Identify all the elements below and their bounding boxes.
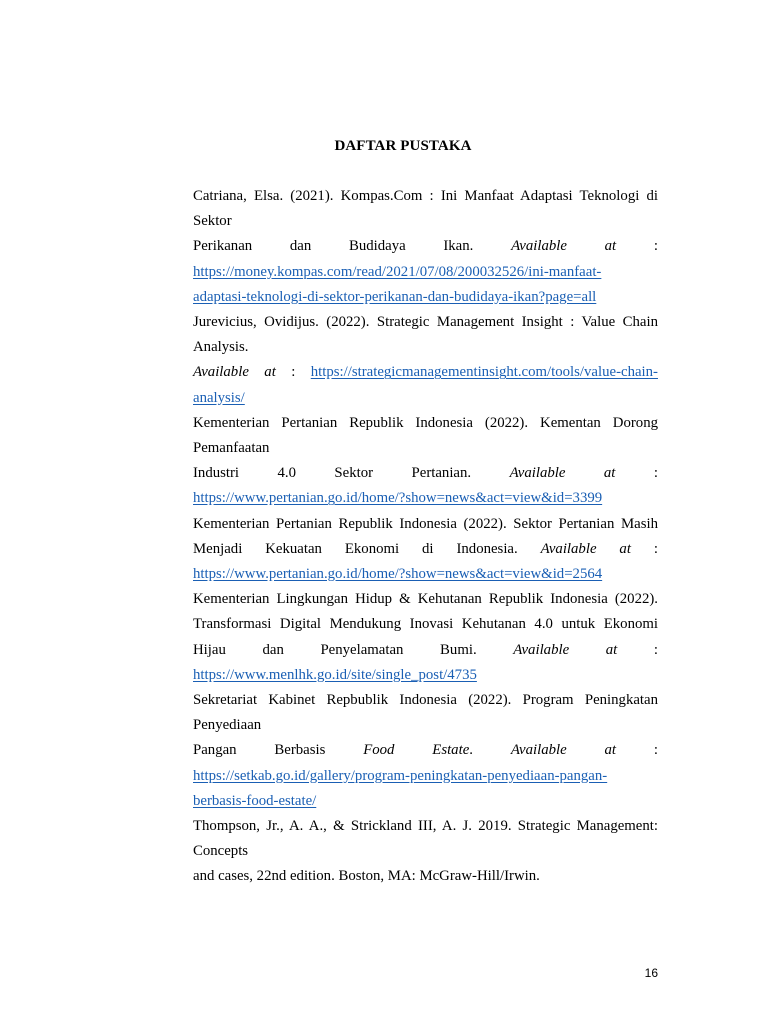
reference-entry bbox=[147, 512, 658, 588]
reference-text: . bbox=[469, 742, 511, 759]
reference-text: Hijau dan Penyelamatan Bumi. bbox=[193, 641, 514, 658]
reference-text: Kementerian Lingkungan Hidup & Kehutanan Republik Indonesia (2022). bbox=[193, 591, 658, 608]
reference-italic-text: Available at bbox=[540, 540, 631, 557]
reference-url-link[interactable]: https://money.kompas.com/read/2021/07/08/200032526/ini-manfaat- bbox=[193, 263, 602, 280]
reference-text: Catriana, Elsa. (2021). Kompas.Com : Ini Manfaat Adaptasi Teknologi di Sektor bbox=[193, 188, 658, 230]
reference-text: Transformasi Digital Mendukung Inovasi Kehutanan 4.0 untuk Ekonomi bbox=[193, 616, 658, 633]
reference-line bbox=[193, 587, 658, 612]
reference-italic-text: Available at bbox=[510, 742, 617, 759]
reference-line bbox=[193, 789, 658, 814]
reference-line bbox=[193, 537, 658, 562]
reference-text: : bbox=[617, 641, 659, 658]
reference-line bbox=[193, 688, 658, 738]
reference-text: : bbox=[615, 465, 658, 482]
reference-url-link[interactable]: https://www.pertanian.go.id/home/?show=news&act=view&id=2564 bbox=[193, 566, 603, 583]
reference-line bbox=[193, 562, 658, 587]
reference-text: Pangan Berbasis bbox=[193, 742, 364, 759]
reference-line bbox=[193, 814, 658, 864]
reference-text: Kementerian Pertanian Republik Indonesia (2022). Kementan Dorong Pemanfaatan bbox=[193, 414, 658, 457]
reference-line bbox=[193, 864, 658, 889]
reference-line bbox=[193, 663, 658, 688]
reference-url-link[interactable]: https://strategicmanagementinsight.com/tools/value-chain- bbox=[310, 364, 658, 381]
reference-text: : bbox=[616, 238, 658, 255]
reference-text: Thompson, Jr., A. A., & Strickland III, A. J. 2019. Strategic Management: Concepts bbox=[193, 818, 658, 860]
reference-italic-text: Food Estate bbox=[363, 742, 470, 759]
reference-text: Kementerian Pertanian Republik Indonesia (2022). Sektor Pertanian Masih bbox=[193, 515, 658, 532]
reference-line bbox=[193, 184, 658, 234]
reference-entry bbox=[147, 310, 658, 411]
reference-italic-text: Available at bbox=[513, 641, 618, 658]
reference-line bbox=[193, 411, 658, 461]
reference-line bbox=[193, 638, 658, 663]
reference-line bbox=[193, 612, 658, 637]
page-title: DAFTAR PUSTAKA bbox=[334, 138, 472, 154]
reference-line bbox=[193, 512, 658, 537]
reference-text: : bbox=[616, 742, 658, 759]
reference-url-link[interactable]: https://www.pertanian.go.id/home/?show=news&act=view&id=3399 bbox=[193, 490, 603, 507]
reference-entry bbox=[147, 688, 658, 814]
reference-url-link[interactable]: berbasis-food-estate/ bbox=[193, 792, 317, 809]
page-number: 16 bbox=[644, 966, 658, 980]
reference-text: Menjadi Kekuatan Ekonomi di Indonesia. bbox=[193, 540, 541, 557]
reference-url-link[interactable]: adaptasi-teknologi-di-sektor-perikanan-dan-budidaya-ikan?page=all bbox=[193, 288, 597, 305]
reference-text: and cases, 22nd edition. Boston, MA: McGraw-Hill/Irwin. bbox=[193, 868, 540, 885]
reference-italic-text: Available at bbox=[509, 465, 616, 482]
reference-line bbox=[193, 764, 658, 789]
reference-entry bbox=[147, 184, 658, 310]
reference-line bbox=[193, 738, 658, 763]
reference-text: Jurevicius, Ovidijus. (2022). Strategic Management Insight : Value Chain Analysis. bbox=[193, 314, 658, 356]
reference-text: : bbox=[275, 364, 311, 381]
reference-url-link[interactable]: https://www.menlhk.go.id/site/single_post/4735 bbox=[193, 666, 477, 683]
reference-line bbox=[193, 360, 658, 385]
reference-italic-text: Available at bbox=[511, 238, 617, 255]
reference-line bbox=[193, 285, 658, 310]
reference-entry bbox=[147, 587, 658, 688]
reference-line bbox=[193, 234, 658, 259]
reference-line bbox=[193, 310, 658, 360]
reference-text: Sekretariat Kabinet Repbublik Indonesia (2022). Program Peningkatan Penyediaan bbox=[193, 692, 658, 734]
reference-entry bbox=[147, 814, 658, 890]
reference-list bbox=[147, 184, 658, 890]
reference-url-link[interactable]: https://setkab.go.id/gallery/program-peningkatan-penyediaan-pangan- bbox=[193, 767, 608, 784]
reference-line bbox=[193, 386, 658, 411]
reference-url-link[interactable]: analysis/ bbox=[193, 389, 245, 406]
reference-text: : bbox=[630, 540, 658, 557]
reference-text: Industri 4.0 Sektor Pertanian. bbox=[193, 465, 510, 482]
reference-text: Perikanan dan Budidaya Ikan. bbox=[193, 238, 512, 255]
reference-entry bbox=[147, 411, 658, 512]
reference-line bbox=[193, 461, 658, 486]
reference-italic-text: Available at bbox=[193, 364, 276, 381]
reference-line bbox=[193, 486, 658, 511]
reference-line bbox=[193, 260, 658, 285]
